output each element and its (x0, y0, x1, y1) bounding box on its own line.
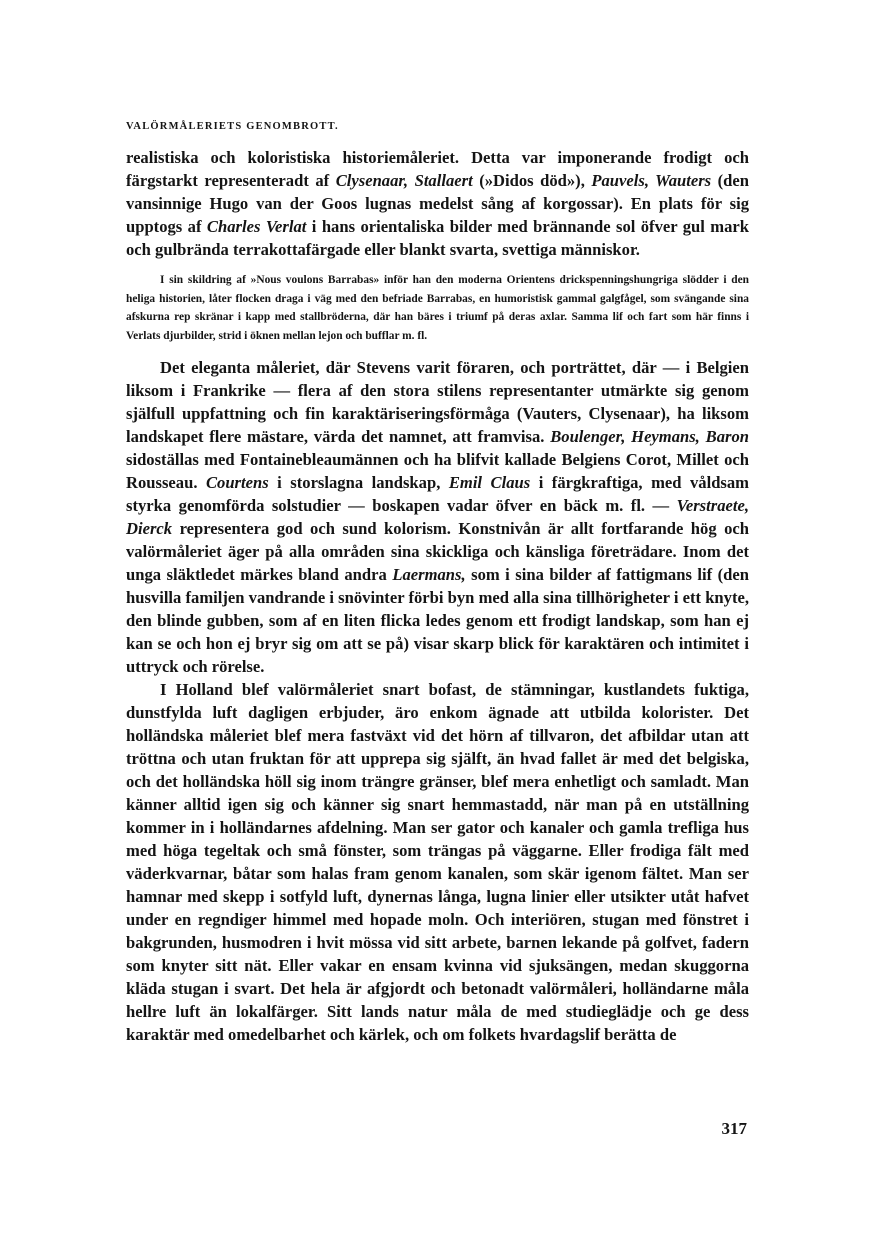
text-run: i färgkraftiga, med våldsam styrka genomförda solstudier — boskapen vadar öfver en bäck m. fl. — (126, 473, 749, 516)
italic-name: Courtens (205, 473, 269, 493)
page (126, 0, 749, 1257)
page-body (126, 146, 749, 1046)
italic-name: Verstraete, Dierck (126, 496, 749, 539)
italic-name: Pauvels, Wauters (591, 171, 712, 190)
text-run: realistiska och koloristiska historiemåleriet. Detta var imponerande frodigt och färgstarkt representeradt af (126, 148, 749, 190)
italic-name: Laermans, (392, 565, 466, 585)
text-run: i storslagna landskap, (268, 473, 449, 493)
italic-name: Clysenaar, Stallaert (335, 171, 473, 190)
italic-name: Emil Claus (448, 473, 531, 493)
small-print-note: I sin skildring af »Nous voulons Barrabas» inför han den moderna Orientens drickspenningshungriga slödder i den heliga historien, låter flocken draga i väg med den befriade Barrabas, en humoristisk gammal galgfågel, som svängande sina afskurna rep skränar i kapp med stallbröderna, där han bäres i triumf på deras axlar. Samma lif och fart som här finns i Verlats djurbilder, strid i öknen mellan lejon och bufflar m. fl. (126, 274, 749, 342)
paragraph-1 (126, 146, 749, 261)
text-run: som i sina bilder af fattigmans lif (den husvilla familjen vandrande i snövinter förbi byn med alla sina tillhörigheter i ett knyte, den blinde gubben, som af en liten flicka ledes genom ett frodigt landskap, som han ej kan se och hon ej bryr sig om att se på) visar skarp blick för karaktären och intimitet i uttryck och rörelse. (126, 565, 749, 677)
text-run: sidoställas med Fontainebleaumännen och ha blifvit kallade Belgiens Corot, Millet och Rousseau. (126, 450, 749, 493)
page-number: 317 (721, 1119, 747, 1138)
italic-name: Boulenger, Heymans, Baron (550, 427, 749, 447)
text-run: (den vansinnige Hugo van der Goos lugnas medelst sång af korgossar). En plats för sig upptogs af (126, 171, 749, 236)
paragraph-2 (126, 356, 749, 678)
text-run: representera god och sund kolorism. Konstnivån är allt fortfarande hög och valörmåleriet äger på alla områden sina skickliga och känsliga företrädare. Inom det unga släktledet märkes bland andra (126, 519, 749, 585)
text-run: (»Didos död»), (472, 171, 592, 190)
running-header: VALÖRMÅLERIETS GENOMBROTT. (126, 121, 339, 132)
text-run: Det eleganta måleriet, där Stevens varit föraren, och porträttet, där — i Belgien liksom i Frankrike — flera af den stora stilens representanter utmärkte sig genom själfull uppfattning och fin karaktäriseringsförmåga (Vauters, Clysenaar), ha liksom landskapet flere mästare, värda det namnet, att framvisa. (126, 358, 749, 447)
text-run: i hans orientaliska bilder med brännande sol öfver gul mark och gulbrända terrakottafärgade eller blankt svarta, svettiga människor. (126, 217, 749, 259)
paragraph-3: I Holland blef valörmåleriet snart bofast, de stämningar, kustlandets fuktiga, dunstfylda luft dagligen erbjuder, äro enkom ägnade att utbilda kolorister. Det holländska måleriet blef mera fastväxt vid det hörn af tillvaron, det afbildar utan att tröttna och utan fruktan för att upprepa sig själft, än hvad fallet är med det belgiska, och det holländska höll sig inom trängre gränser, blef mera enhetligt och samladt. Man känner alltid igen sig och känner sig snart hemmastadd, när man på en utställning kommer in i holländarnes afdelning. Man ser gator och kanaler och gamla trefliga hus med höga tegeltak och små fönster, som trängas på väggarne. Eller frodiga fält med väderkvarnar, båtar som halas fram genom kanalen, som skär igenom fältet. Man ser hamnar med skepp i sotfyld luft, dynernas långa, lugna linier eller utsikter utåt hafvet under en regndiger himmel med hopade moln. Och interiören, stugan med fönstret i bakgrunden, husmodren i hvit mössa vid sitt arbete, barnen lekande på golfvet, fadern som knyter sitt nät. Eller vakar en ensam kvinna vid sjuksängen, medan skuggorna kläda stugan i svart. Det hela är afgjordt och betonadt valörmåleri, holländarne måla hellre luft än lokalfärger. Sitt lands natur måla de med studieglädje och ge dess karaktär med omedelbarhet och kärlek, och om folkets hvardagslif berätta de (126, 680, 749, 1045)
italic-name: Charles Verlat (206, 217, 307, 236)
